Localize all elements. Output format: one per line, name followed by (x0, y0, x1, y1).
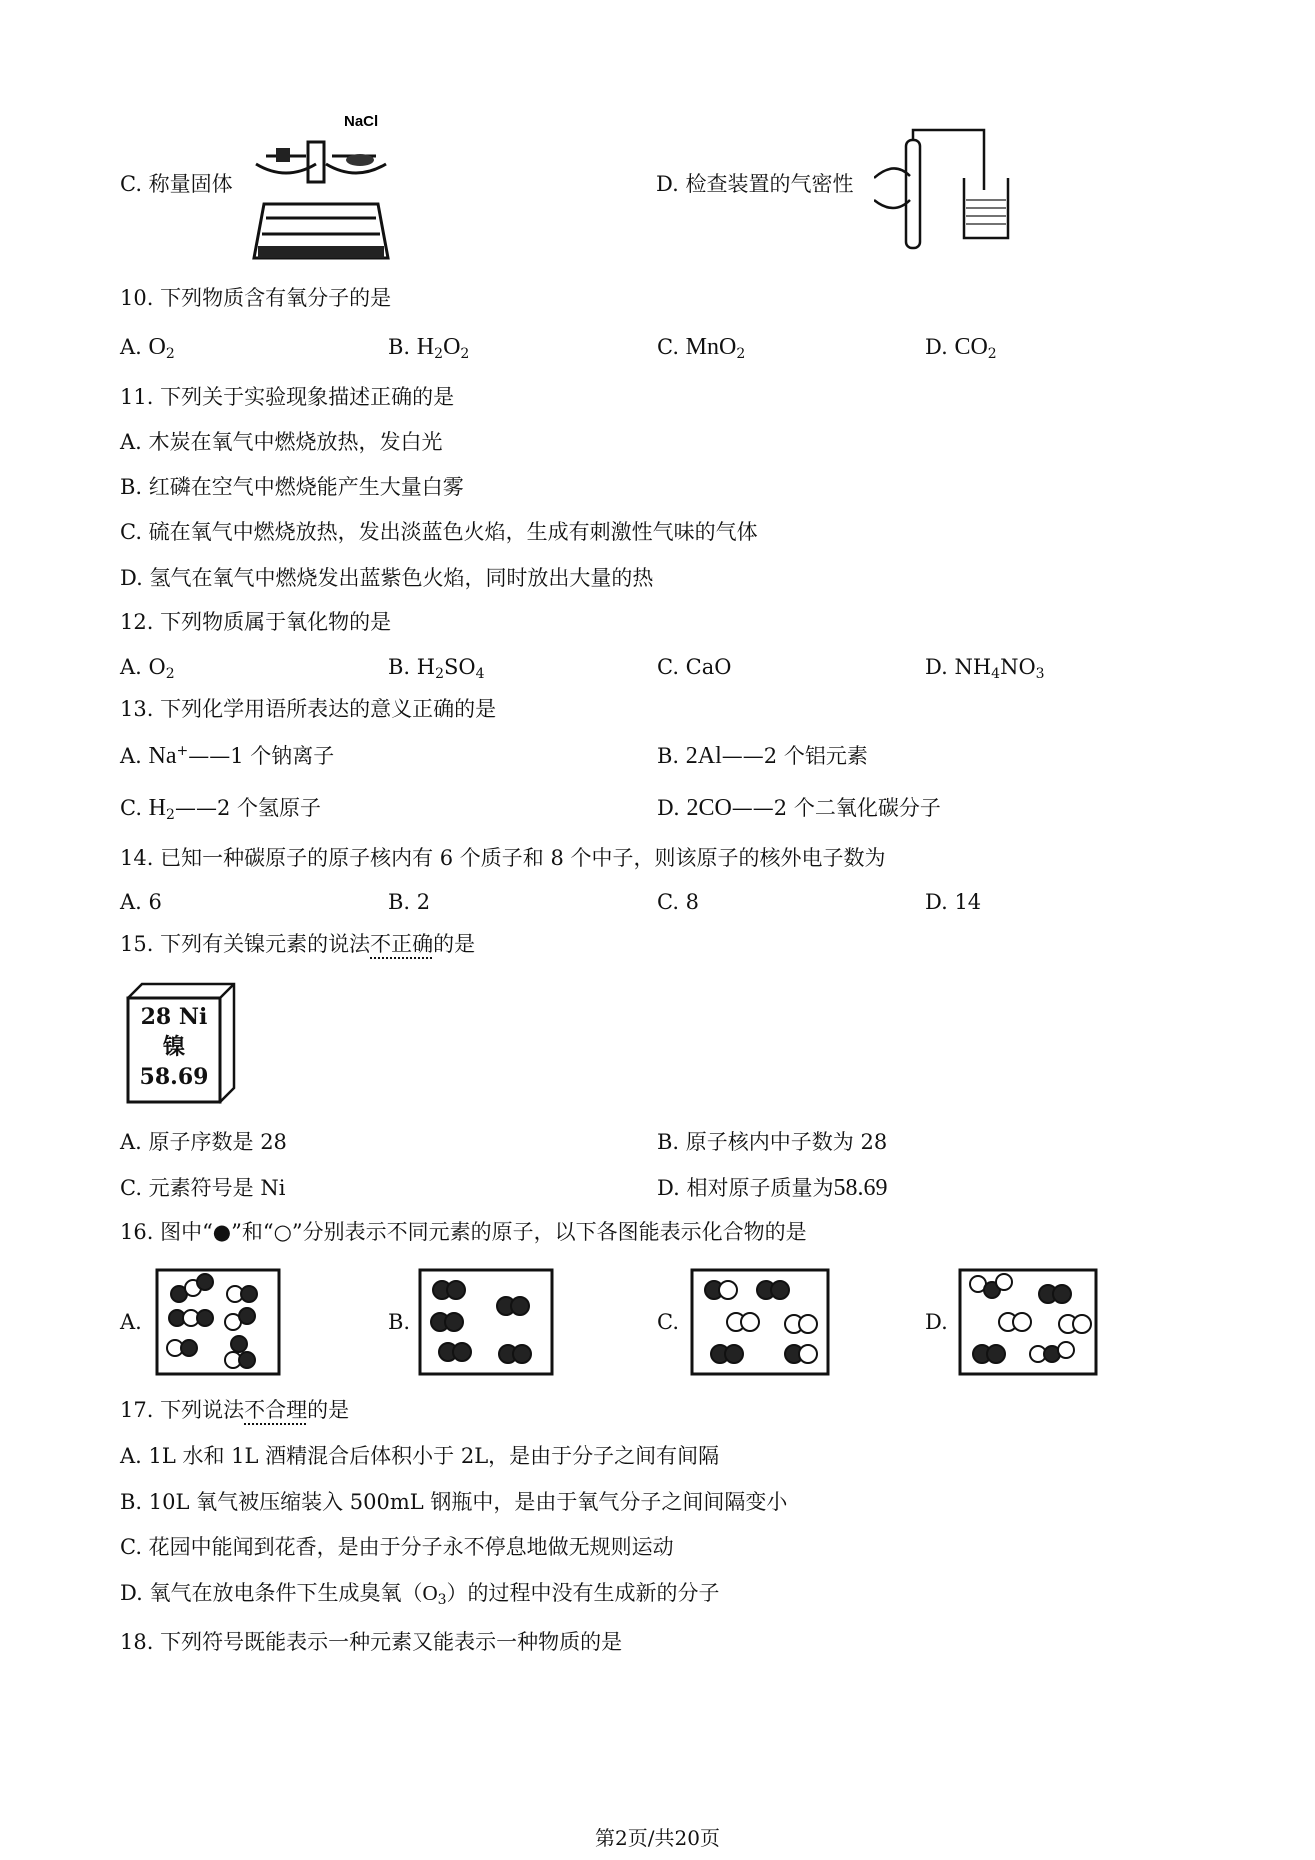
q16-option-a-label: A. (120, 1310, 142, 1334)
q13-option-d: D. 2CO——2 个二氧化碳分子 (657, 795, 941, 821)
q12-option-a: A. $O_2$ (120, 655, 175, 682)
q14-option-b: B. 2 (388, 890, 431, 914)
q9-option-c: C. 称量固体 (120, 172, 233, 196)
q17-option-c: C. 花园中能闻到花香，是由于分子永不停息地做无规则运动 (120, 1535, 674, 1559)
q17-option-b: B. 10L 氧气被压缩装入 500mL 钢瓶中，是由于氧气分子之间间隔变小 (120, 1490, 788, 1514)
balance-label: NaCl (344, 113, 379, 130)
q14-option-a: A. 6 (120, 890, 162, 914)
q13-option-c: C. $H_2——2$ 个氢原子 (120, 795, 321, 823)
q11-stem: 11. 下列关于实验现象描述正确的是 (120, 385, 455, 409)
balance-figure (236, 108, 406, 260)
q10-stem: 10. 下列物质含有氧分子的是 (120, 286, 392, 310)
q11-option-d: D. 氢气在氧气中燃烧发出蓝紫色火焰，同时放出大量的热 (120, 566, 654, 590)
q16-figure-b (418, 1268, 554, 1376)
q15-option-d: D. 相对原子质量为58.69 (657, 1175, 888, 1201)
q15-option-b: B. 原子核内中子数为 28 (657, 1130, 888, 1154)
q9-option-d: D. 检查装置的气密性 (656, 172, 854, 196)
q16-figure-d (958, 1268, 1098, 1376)
q16-option-b-label: B. (388, 1310, 411, 1334)
q12-option-d: D. $NH_4NO_3$ (925, 655, 1045, 682)
q10-option-b: B. $H_2O_2$ (388, 334, 470, 362)
emphasis-text: 不合理 (244, 1398, 308, 1422)
page-footer: 第2页/共20页 (595, 1826, 720, 1850)
q15-option-c: C. 元素符号是 Ni (120, 1176, 286, 1200)
q13-stem: 13. 下列化学用语所表达的意义正确的是 (120, 697, 497, 721)
q13-option-a: A. Na+——1 个钠离子 (120, 743, 335, 769)
q11-option-a: A. 木炭在氧气中燃烧放热，发白光 (120, 430, 443, 454)
cell-mass: 58.69 (139, 1064, 209, 1090)
q16-stem: 16. 图中“●”和“○”分别表示不同元素的原子，以下各图能表示化合物的是 (120, 1220, 807, 1244)
q15-stem: 15. 下列有关镍元素的说法不正确的是 (120, 932, 476, 956)
emphasis-text: 不正确 (370, 932, 434, 956)
q12-option-b: B. $H_2SO_4$ (388, 655, 485, 682)
q10-option-d: D. $CO_2$ (925, 334, 997, 362)
q18-stem: 18. 下列符号既能表示一种元素又能表示一种物质的是 (120, 1630, 623, 1654)
q12-stem: 12. 下列物质属于氧化物的是 (120, 610, 392, 634)
cell-name: 镍 (162, 1034, 185, 1060)
q10-option-a: A. $O_2$ (120, 334, 175, 362)
q16-figure-a (155, 1268, 281, 1376)
q12-option-c: C. CaO (657, 655, 732, 679)
q10-option-c: C. MnO$_2$ (657, 334, 746, 362)
q16-figure-c (690, 1268, 830, 1376)
q11-option-c: C. 硫在氧气中燃烧放热，发出淡蓝色火焰，生成有刺激性气味的气体 (120, 520, 758, 544)
q11-option-b: B. 红磷在空气中燃烧能产生大量白雾 (120, 475, 464, 499)
nickel-element-cell (124, 980, 236, 1106)
q16-option-c-label: C. (657, 1310, 679, 1334)
airtightness-figure (874, 120, 1014, 250)
cell-number-symbol: 28 Ni (140, 1004, 208, 1030)
q16-option-d-label: D. (925, 1310, 948, 1334)
q13-option-b: B. 2Al——2 个铝元素 (657, 743, 868, 769)
q17-stem: 17. 下列说法不合理的是 (120, 1398, 350, 1422)
q17-option-a: A. 1L 水和 1L 酒精混合后体积小于 2L，是由于分子之间有间隔 (120, 1444, 720, 1468)
q14-option-d: D. 14 (925, 890, 982, 914)
q15-option-a: A. 原子序数是 28 (120, 1130, 287, 1154)
q14-option-c: C. 8 (657, 890, 700, 914)
q14-stem: 14. 已知一种碳原子的原子核内有 6 个质子和 8 个中子，则该原子的核外电子数为 (120, 846, 886, 870)
q17-option-d: D. 氧气在放电条件下生成臭氧$(O_3)$的过程中没有生成新的分子 (120, 1581, 720, 1608)
